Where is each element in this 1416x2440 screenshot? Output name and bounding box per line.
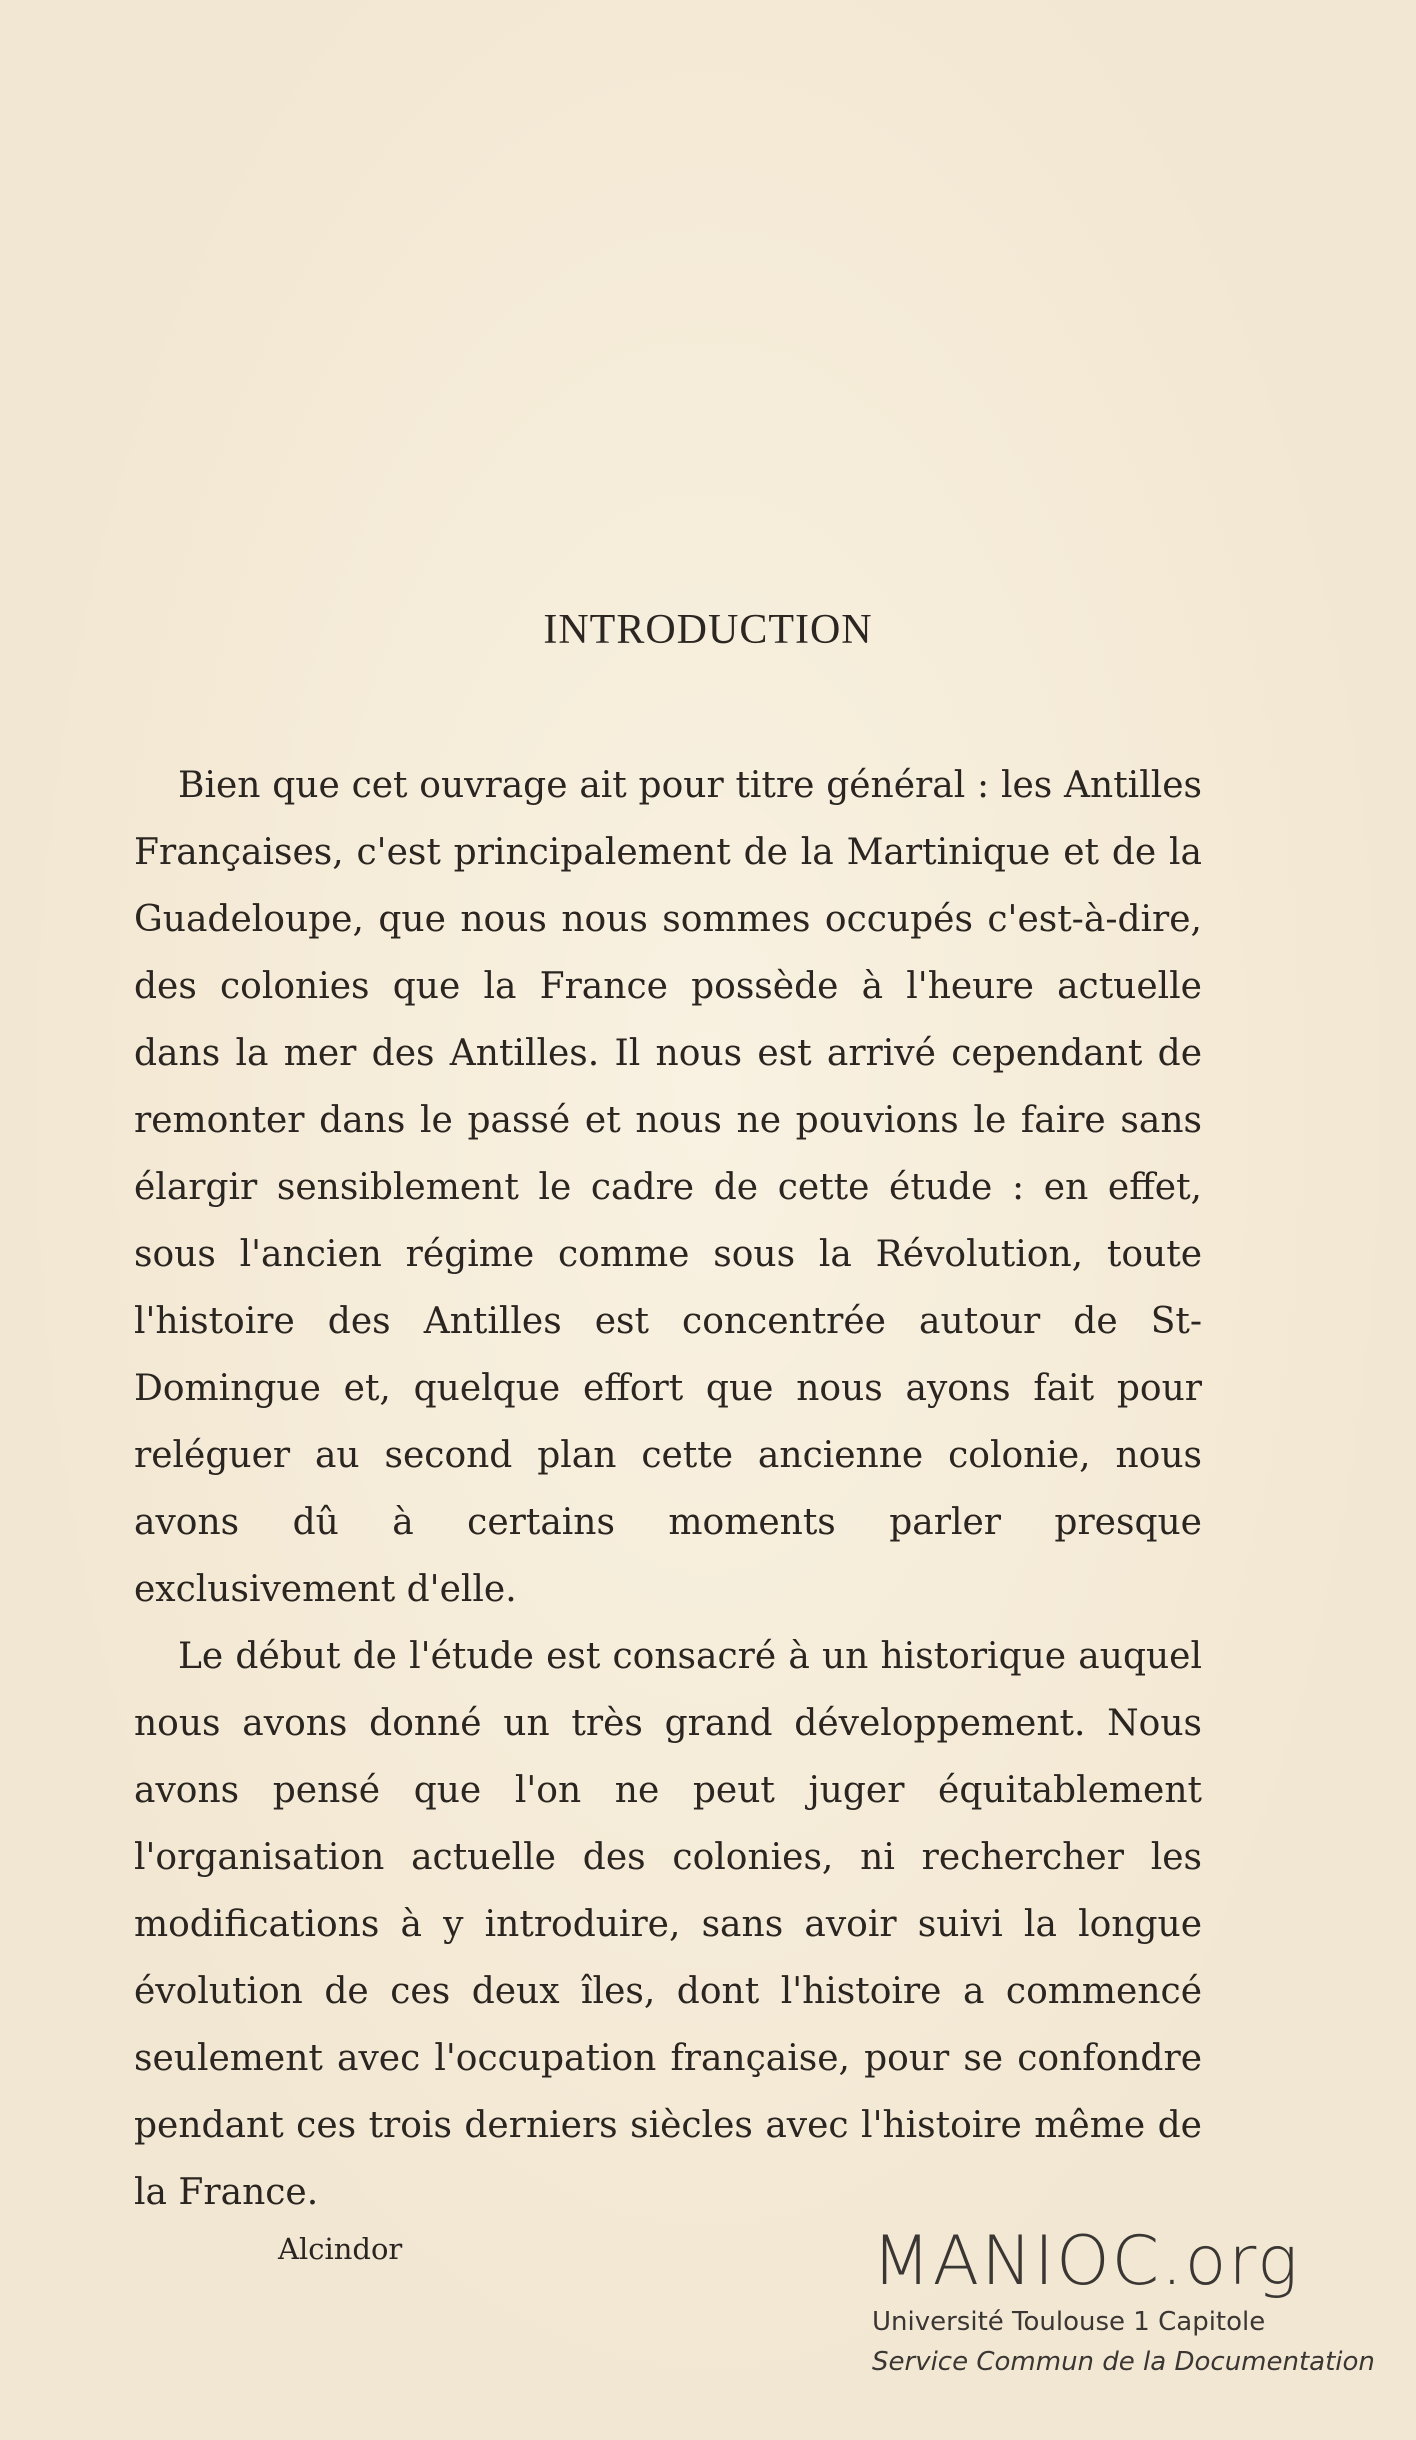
paragraph-1: Bien que cet ouvrage ait pour titre général : les Antilles Françaises, c'est principalement de la Martinique et de la Guadeloupe, que nous nous sommes occupés c'est-à-dire, des colonies que la France possède à l'heure actuelle dans la mer des Antilles. Il nous est arrivé cependant de remonter dans le passé et nous ne pouvions le faire sans élargir sensiblement le cadre de cette étude : en effet, sous l'ancien régime comme sous la Révolution, toute l'histoire des Antilles est concentrée autour de St-Domingue et, quelque effort que nous ayons fait pour reléguer au second plan cette ancienne colonie, nous avons dû à certains moments parler presque exclusivement d'elle. <box>134 765 1202 1610</box>
paragraph-2: Le début de l'étude est consacré à un historique auquel nous avons donné un très grand développement. Nous avons pensé que l'on ne peut juger équitablement l'organisation actuelle des colonies, ni rechercher les modifications à y introduire, sans avoir suivi la longue évolution de ces deux îles, dont l'histoire a commencé seulement avec l'occupation française, pour se confondre pendant ces trois derniers siècles avec l'histoire même de la France. <box>134 1636 1202 2213</box>
author-signature: Alcindor <box>278 2232 403 2266</box>
page-title: INTRODUCTION <box>543 607 873 653</box>
watermark-institution: Université Toulouse 1 Capitole <box>872 2307 1266 2337</box>
body-text <box>134 752 1202 2226</box>
manioc-logo: MANIOC.org <box>872 2222 1300 2301</box>
watermark-service: Service Commun de la Documentation <box>872 2347 1375 2377</box>
manioc-watermark <box>872 2222 1375 2382</box>
